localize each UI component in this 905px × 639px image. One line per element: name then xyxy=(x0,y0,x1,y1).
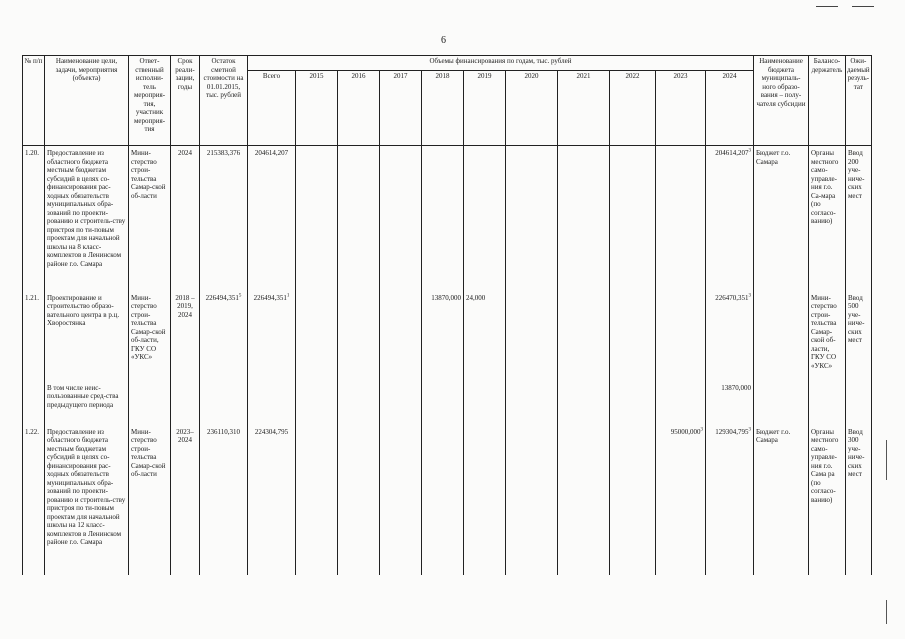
row-2024-cell xyxy=(706,146,754,291)
header-budget: Наименование бюджета муниципаль-ного образо-вания – полу-чателя субсидии xyxy=(754,56,809,146)
row-term: 2023– 2024 xyxy=(171,425,200,575)
row-number: 1.22. xyxy=(23,425,45,575)
row-number: 1.21. xyxy=(23,291,45,381)
row-total-cell xyxy=(248,291,296,381)
row-expected: Ввод 500 уче-ниче-ских мест xyxy=(846,291,872,381)
row-2019 xyxy=(464,425,506,575)
footnote-mark: 3 xyxy=(748,427,751,433)
row-balance: 215383,376 xyxy=(200,146,248,291)
footnote-mark: 3 xyxy=(748,148,751,154)
header-year: 2016 xyxy=(338,71,380,146)
row-expected: Ввод 200 уче-ниче-ских мест xyxy=(846,146,872,291)
row-responsible: Мини-стерство строи-тельства Самар-ской об-ласти, ГКУ СО «УКС» xyxy=(129,291,171,381)
row-responsible: Мини-стерство строи-тельства Самар-ской об-ласти xyxy=(129,146,171,291)
row-2018: 13870,000 xyxy=(422,291,464,381)
footnote-mark: 3 xyxy=(748,293,751,299)
header-expected: Ожи-даемый резуль-тат xyxy=(846,56,872,146)
row-2024: 129304,795 xyxy=(715,427,749,436)
header-term: Срок реали-зации, годы xyxy=(171,56,200,146)
row-name: В том числе неис-пользованные сред-ства предыдущего периода xyxy=(45,381,129,425)
table-row xyxy=(23,381,872,425)
header-year: 2015 xyxy=(296,71,338,146)
row-holder: Мини-стерство строи-тельства Самар-ской об-ласти, ГКУ СО «УКС» xyxy=(809,291,846,381)
row-2024-cell xyxy=(706,291,754,381)
row-budget: Бюджет г.о. Самара xyxy=(754,425,809,575)
table-row xyxy=(23,291,872,381)
header-rule xyxy=(852,6,874,7)
row-2019 xyxy=(464,146,506,291)
header-year: 2020 xyxy=(506,71,558,146)
row-balance: 236110,310 xyxy=(200,425,248,575)
row-2023-cell xyxy=(656,425,706,575)
header-year: 2017 xyxy=(380,71,422,146)
row-balance: 226494,351 xyxy=(205,293,239,302)
footnote-mark: 3 xyxy=(700,427,703,433)
row-2018 xyxy=(422,146,464,291)
page-number: 6 xyxy=(441,35,446,46)
header-name: Наименование цели, задачи, мероприятия (объекта) xyxy=(45,56,129,146)
row-responsible: Мини-стерство строи-тельства Самар-ской об-ласти xyxy=(129,425,171,575)
table-row xyxy=(23,425,872,575)
row-expected: Ввод 300 уче-ниче-ских мест xyxy=(846,425,872,575)
row-2018 xyxy=(422,425,464,575)
row-balance-cell xyxy=(200,291,248,381)
header-total: Всего xyxy=(248,71,296,146)
header-holder: Балансо-держатель xyxy=(809,56,846,146)
row-2019: 24,000 xyxy=(464,291,506,381)
header-responsible: Ответ-ственный исполни-тель мероприя-тия, участник мероприя-тия xyxy=(129,56,171,146)
row-name: Проектирование и строительство образо-вательного центра в р.ц. Хворостянка xyxy=(45,291,129,381)
header-year: 2023 xyxy=(656,71,706,146)
row-total: 204614,207 xyxy=(248,146,296,291)
row-total: 224304,795 xyxy=(248,425,296,575)
row-term: 2018 – 2019, 2024 xyxy=(171,291,200,381)
header-rule xyxy=(816,6,838,7)
row-budget: Бюджет г.о. Самара xyxy=(754,146,809,291)
header-financing: Объемы финансирования по годам, тыс. рублей xyxy=(248,56,754,71)
row-2023 xyxy=(656,291,706,381)
row-2024: 204614,207 xyxy=(715,149,749,157)
row-name: Предоставление из областного бюджета местным бюджетам субсидий в целях со-финансирования рас-ходных обязательств муниципальных обра-зований по проекти-рованию и строитель-ству пристроя по ти-повым проектам для начальной школы на 12 класс-комплектов в Ленинском районе г.о. Самара xyxy=(45,425,129,575)
header-no: № п/п xyxy=(23,56,45,146)
row-2024: 226470,351 xyxy=(715,293,749,302)
footnote-mark: 5 xyxy=(238,293,242,299)
header-year: 2019 xyxy=(464,71,506,146)
row-number: 1.20. xyxy=(23,146,45,291)
row-budget xyxy=(754,291,809,381)
financing-table xyxy=(22,55,872,575)
table-row xyxy=(23,146,872,291)
row-holder: Органы местного само-управле-ния г.о. Сама ра (по согласо-ванию) xyxy=(809,425,846,575)
row-name: Предоставление из областного бюджета местным бюджетам субсидий в целях со-финансирования рас-ходных обязательств муниципальных обра-зований по проекти-рованию и строитель-ству пристроя по ти-повым проектам для начальной школы на 8 класс-комплектов в Ленинском районе г.о. Самара xyxy=(45,146,129,291)
header-balance: Остаток сметной стоимости на 01.01.2015, тыс. рублей xyxy=(200,56,248,146)
margin-mark xyxy=(886,600,887,624)
row-2024-cell xyxy=(706,425,754,575)
row-holder: Органы местного само-управле-ния г.о. Са-мара (по согласо-ванию) xyxy=(809,146,846,291)
margin-mark xyxy=(886,440,887,480)
row-2023 xyxy=(656,146,706,291)
row-2023: 95000,000 xyxy=(670,427,701,436)
row-term: 2024 xyxy=(171,146,200,291)
header-year: 2021 xyxy=(558,71,610,146)
row-total: 226494,351 xyxy=(253,293,287,302)
header-year: 2024 xyxy=(706,71,754,146)
header-year: 2018 xyxy=(422,71,464,146)
footnote-mark: 1 xyxy=(286,293,290,299)
row-2024: 13870,000 xyxy=(706,381,754,425)
header-year: 2022 xyxy=(610,71,656,146)
